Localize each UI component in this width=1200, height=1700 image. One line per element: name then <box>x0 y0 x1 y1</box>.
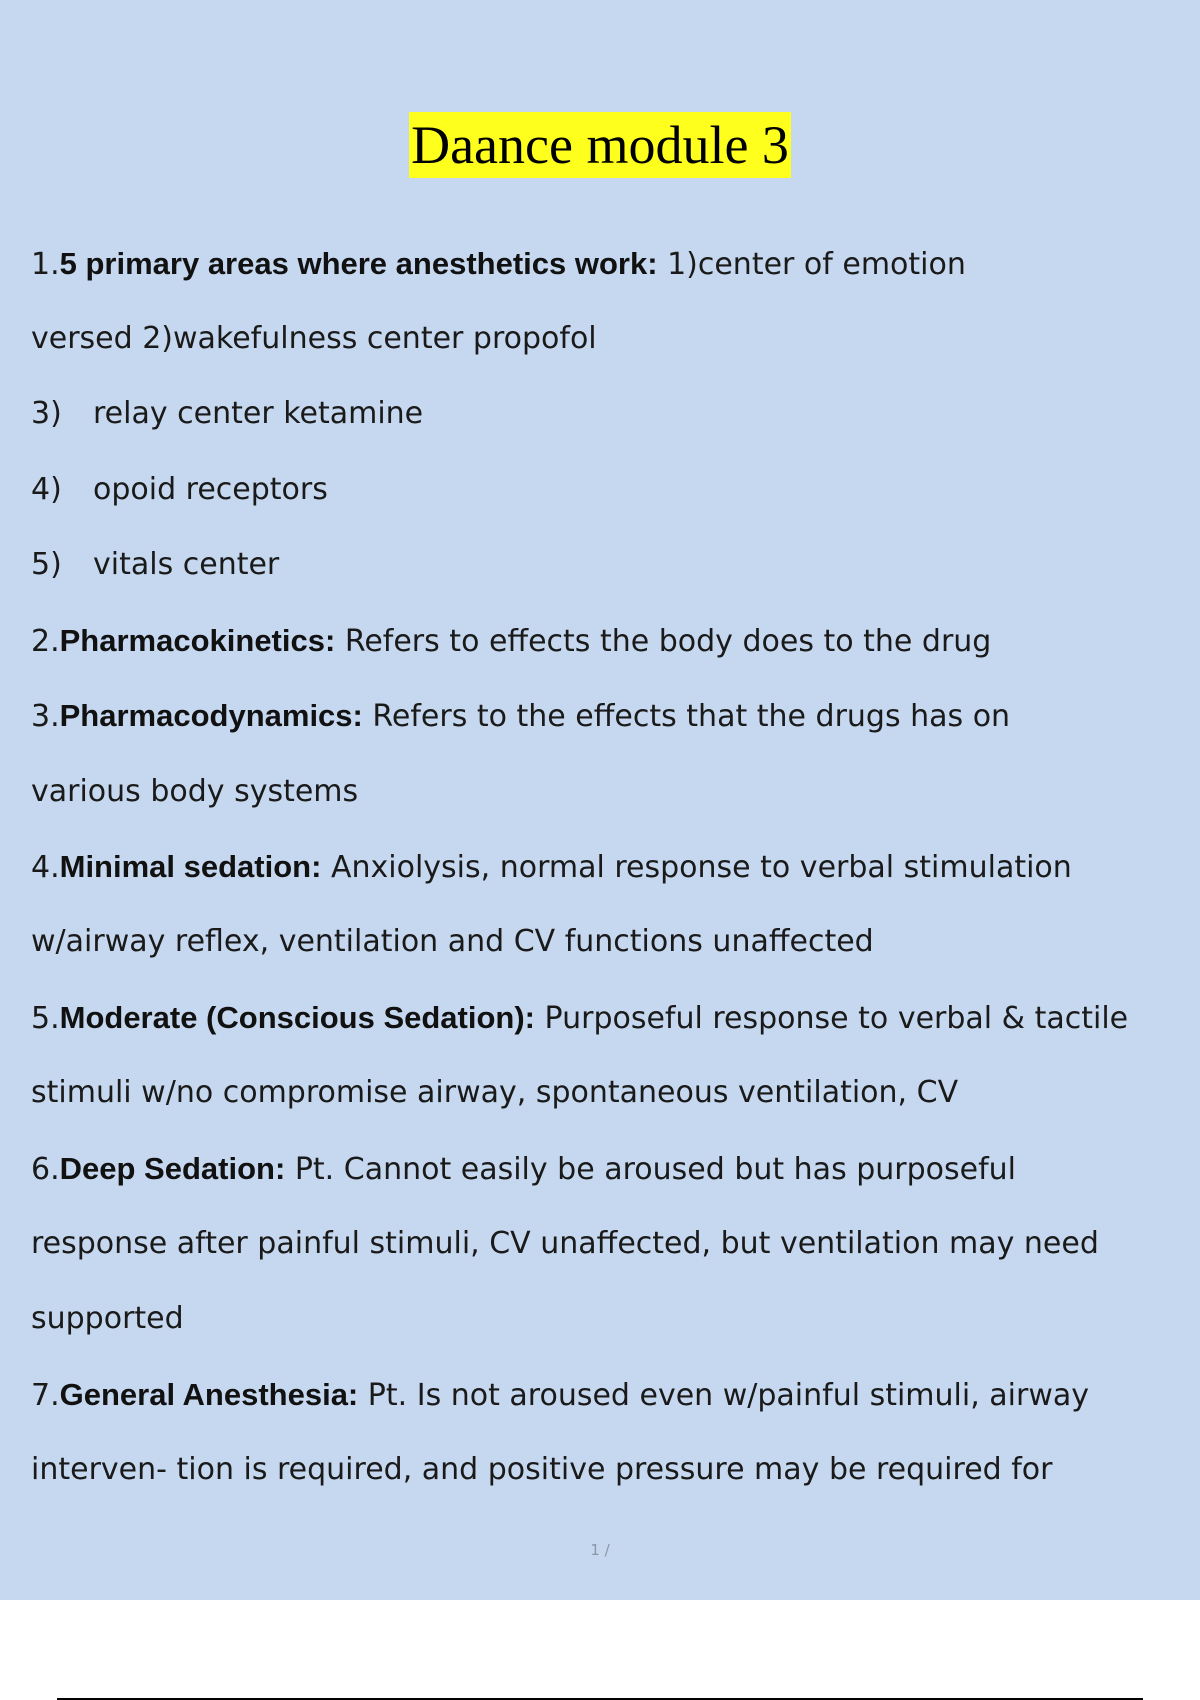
item-text: opoid receptors <box>93 472 328 507</box>
page-number: 1 / <box>590 1541 610 1559</box>
sub-item-3 <box>31 394 423 434</box>
item-term: Minimal sedation: <box>59 849 322 884</box>
text-line <box>31 922 874 962</box>
text-line <box>31 772 358 812</box>
list-item-6 <box>31 1149 1016 1190</box>
list-item-2 <box>31 621 991 662</box>
item-term: Deep Sedation: <box>59 1151 286 1186</box>
sub-item-number: 4) <box>31 472 62 507</box>
item-text: Refers to effects the body does to the drug <box>335 624 992 659</box>
list-item-5 <box>31 998 1128 1039</box>
item-number: 4. <box>31 850 60 885</box>
text-line <box>31 1224 1099 1264</box>
title-wrap <box>0 112 1200 178</box>
list-item-4 <box>31 847 1072 888</box>
text-line <box>31 1299 184 1339</box>
sub-item-number: 3) <box>31 396 62 431</box>
item-text: Pt. Is not aroused even w/painful stimuli, airway <box>358 1378 1090 1413</box>
item-number: 5. <box>31 1001 60 1036</box>
item-number: 3. <box>31 699 60 734</box>
item-text: response after painful stimuli, CV unaffected, but ventilation may need <box>31 1226 1099 1261</box>
item-term: Pharmacodynamics: <box>59 698 363 733</box>
item-number: 7. <box>31 1378 60 1413</box>
text-line <box>31 1073 958 1113</box>
document-title: Daance module 3 <box>409 112 791 178</box>
sub-item-4 <box>31 470 328 510</box>
item-text: relay center ketamine <box>93 396 424 431</box>
item-text: Refers to the effects that the drugs has on <box>362 699 1011 734</box>
text-line <box>31 319 597 359</box>
item-text: vitals center <box>93 547 280 582</box>
item-text: versed 2)wakefulness center propofol <box>31 321 597 356</box>
item-text: 1)center of emotion <box>657 247 966 282</box>
text-line <box>31 1450 1052 1490</box>
item-number: 6. <box>31 1152 60 1187</box>
item-number: 1. <box>31 247 60 282</box>
item-text: w/airway reflex, ventilation and CV functions unaffected <box>31 924 874 959</box>
item-text: stimuli w/no compromise airway, spontaneous ventilation, CV <box>31 1075 959 1110</box>
item-term: Pharmacokinetics: <box>59 623 336 658</box>
list-item-1 <box>31 244 966 285</box>
item-term: 5 primary areas where anesthetics work: <box>59 246 658 281</box>
sub-item-5 <box>31 545 279 585</box>
item-text: various body systems <box>31 774 359 809</box>
sub-item-number: 5) <box>31 547 62 582</box>
item-term: Moderate (Conscious Sedation): <box>59 1000 535 1035</box>
item-text: supported <box>31 1301 184 1336</box>
item-text: Purposeful response to verbal & tactile <box>535 1001 1129 1036</box>
list-item-3 <box>31 696 1010 737</box>
item-text: interven- tion is required, and positive pressure may be required for <box>31 1452 1053 1487</box>
item-text: Pt. Cannot easily be aroused but has purposeful <box>285 1152 1017 1187</box>
item-number: 2. <box>31 624 60 659</box>
list-item-7 <box>31 1375 1089 1416</box>
item-text: Anxiolysis, normal response to verbal stimulation <box>321 850 1072 885</box>
item-term: General Anesthesia: <box>59 1377 359 1412</box>
